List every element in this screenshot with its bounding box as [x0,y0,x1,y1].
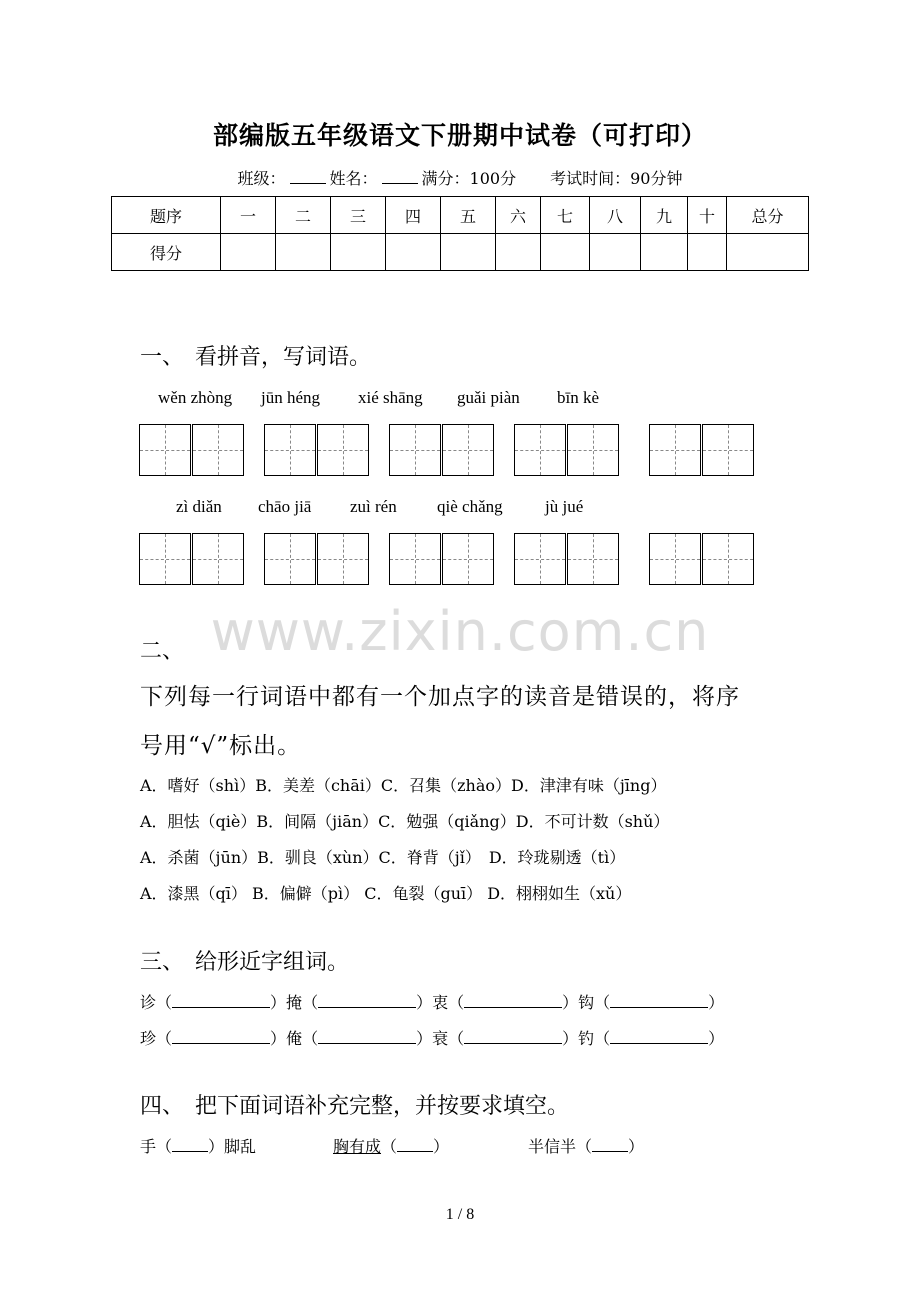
answer-blank[interactable] [592,1137,628,1152]
answer-blank[interactable] [464,993,562,1008]
score-row-label: 得分 [112,234,221,271]
writing-grid[interactable] [514,424,620,478]
char: 俺 [286,1029,303,1048]
answer-blank[interactable] [172,1137,208,1152]
word-row: 珍（ ）俺（ ）衰（ ）钓（ ） [140,1029,725,1048]
header-cell: 十 [688,197,727,234]
pinyin-label: jūn héng [261,388,321,407]
writing-grid[interactable] [139,424,245,478]
answer-blank[interactable] [318,1029,416,1044]
score-cell[interactable] [590,234,641,271]
writing-grid[interactable] [649,533,755,587]
idiom-item [333,1134,449,1157]
char: 衰 [432,1029,449,1048]
choice-line[interactable]: A．杀菌（jūn）B．驯良（xùn）C．脊背（jǐ） D．玲珑剔透（tì） [140,848,626,867]
section2-instruction: 号用“√”标出。 [140,733,302,759]
score-cell[interactable] [541,234,590,271]
name-label: 姓名： [329,169,378,188]
choice-line[interactable]: A．漆黑（qī） B．偏僻（pì） C．龟裂（guī） D．栩栩如生（xǔ） [140,884,632,903]
header-cell: 三 [331,197,386,234]
score-header-row [112,197,809,234]
idiom-text: 半信半（ [528,1137,593,1156]
section1-heading: 一、 看拼音，写词语。 [140,345,372,370]
char: 诊 [140,993,157,1012]
pinyin-label: wěn zhòng [158,388,233,407]
pinyin-label: chāo jiā [258,497,312,516]
score-cell[interactable] [331,234,386,271]
page-title: 部编版五年级语文下册期中试卷（可打印） [212,121,707,150]
answer-blank[interactable] [172,993,270,1008]
word-row: 诊（ ）掩（ ）衷（ ）钩（ ） [140,993,725,1012]
answer-blank[interactable] [610,993,708,1008]
pinyin-label: jù jué [545,497,584,516]
score-cell[interactable] [496,234,541,271]
idiom-text: 手（ [140,1137,173,1156]
header-cell: 七 [541,197,590,234]
class-blank[interactable] [290,169,326,184]
header-cell: 二 [276,197,331,234]
pinyin-label: guǎi piàn [457,388,520,407]
page-number: 1 / 8 [445,1206,475,1223]
header-cell: 总分 [727,197,809,234]
section4-heading: 四、 把下面词语补充完整，并按要求填空。 [140,1094,570,1119]
exam-info [0,166,920,189]
pinyin-label: bīn kè [557,388,600,407]
header-cell: 一 [221,197,276,234]
pinyin-label: xié shāng [358,388,423,407]
char: 衷 [432,993,449,1012]
answer-blank[interactable] [610,1029,708,1044]
pinyin-label: zì diǎn [176,497,222,516]
header-cell: 四 [386,197,441,234]
char: 钓 [578,1029,595,1048]
section2-heading: 二、 [140,639,185,664]
section2-instruction: 下列每一行词语中都有一个加点字的读音是错误的，将序 [140,684,740,710]
full-score: 满分：100分 [421,169,517,188]
header-cell: 九 [641,197,688,234]
answer-blank[interactable] [464,1029,562,1044]
section3-heading: 三、 给形近字组词。 [140,950,350,975]
score-row [112,234,809,271]
score-cell[interactable] [641,234,688,271]
idiom-text: ） [433,1137,450,1156]
writing-grid[interactable] [139,533,245,587]
answer-blank[interactable] [172,1029,270,1044]
score-table [111,196,809,271]
score-cell[interactable] [688,234,727,271]
pinyin-label: qiè chǎng [437,497,503,516]
idiom-item [140,1134,256,1157]
writing-grid[interactable] [264,533,370,587]
idiom-text: 胸有成 [333,1137,382,1156]
idiom-text: （ [381,1137,398,1156]
header-cell: 八 [590,197,641,234]
score-cell[interactable] [727,234,809,271]
watermark: www.zixin.com.cn [210,600,710,663]
writing-grid[interactable] [514,533,620,587]
choice-line[interactable]: A．胆怯（qiè）B．间隔（jiān）C．勉强（qiǎng）D．不可计数（shǔ） [140,812,670,831]
exam-time: 考试时间：90分钟 [550,169,683,188]
header-cell: 五 [441,197,496,234]
header-cell: 六 [496,197,541,234]
writing-grid[interactable] [389,424,495,478]
writing-grid[interactable] [389,533,495,587]
char: 钩 [578,993,595,1012]
char: 掩 [286,993,303,1012]
answer-blank[interactable] [318,993,416,1008]
writing-grid[interactable] [264,424,370,478]
idiom-text: ） [628,1137,645,1156]
score-cell[interactable] [386,234,441,271]
writing-grid[interactable] [649,424,755,478]
class-label: 班级： [237,169,286,188]
idiom-item [528,1134,644,1157]
answer-blank[interactable] [397,1137,433,1152]
header-cell: 题序 [112,197,221,234]
score-cell[interactable] [221,234,276,271]
score-cell[interactable] [441,234,496,271]
char: 珍 [140,1029,157,1048]
score-cell[interactable] [276,234,331,271]
pinyin-label: zuì rén [350,497,397,516]
choice-line[interactable]: A．嗜好（shì）B．美差（chāi）C．召集（zhào）D．津津有味（jīng） [140,776,667,795]
idiom-text: ）脚乱 [208,1137,257,1156]
name-blank[interactable] [382,169,418,184]
